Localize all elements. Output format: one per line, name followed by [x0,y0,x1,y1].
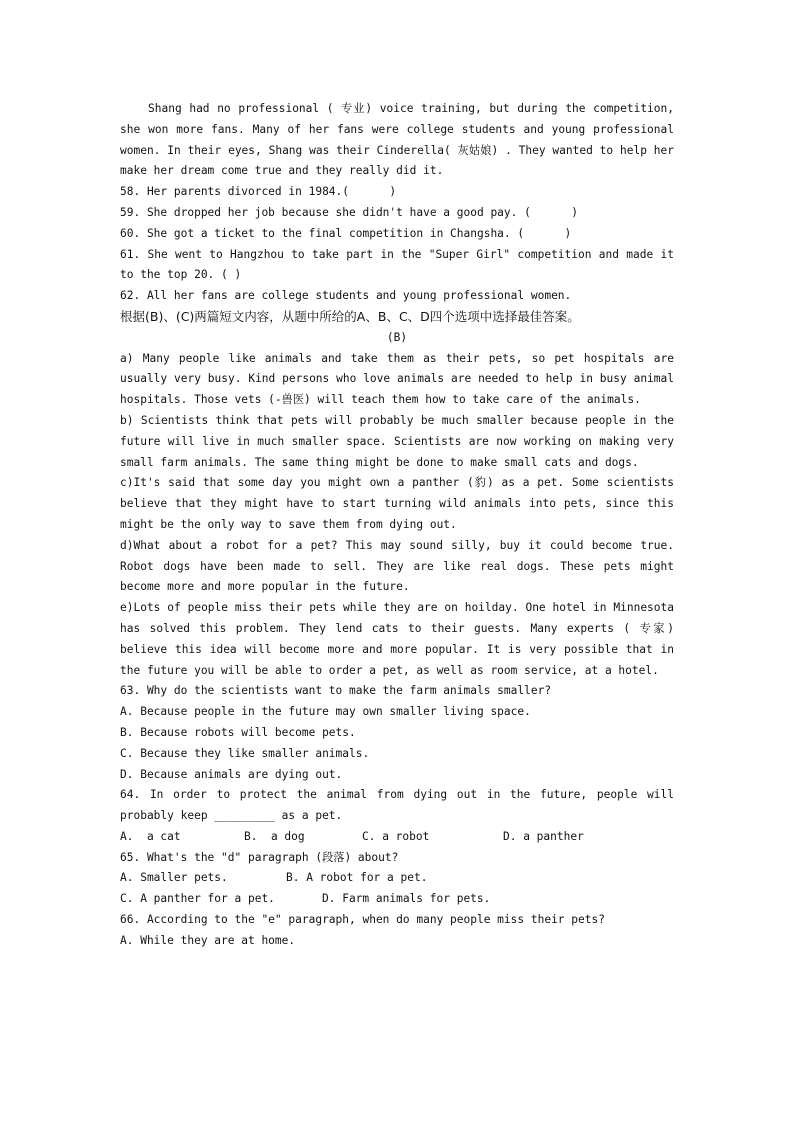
question-63-option-d: D. Because animals are dying out. [120,767,343,781]
question-64 [120,785,674,847]
paragraph-c: c)It's said that some day you might own a panther (豹) as a pet. Some scientists believe that they might have to start turning wild animals into pets, since this might be the only way to save them from dying out. [120,476,674,531]
question-60: 60. She got a ticket to the final competition in Changsha. ( ) [120,226,572,240]
paragraph-a: a) Many people like animals and take them as their pets, so pet hospitals are usually very busy. Kind persons who love animals are needed to help in busy animal hospitals. Those vets (-兽医) will teach them how to take care of the animals. [120,351,674,407]
question-65-option-a: A. Smaller pets. [120,871,228,885]
question-58: 58. Her parents divorced in 1984.( ) [120,185,397,199]
paragraph-e: e)Lots of people miss their pets while they are on hoilday. One hotel in Minnesota has solved this problem. They lend cats to their guests. Many experts ( 专家) believe this idea will become more and more popular. It is very possible that in the future you will be able to order a pet, as well as room service, at a hotel. [120,601,674,677]
question-66-option-a: A. While they are at home. [120,933,296,947]
question-63-stem: 63. Why do the scientists want to make the farm animals smaller? [120,684,552,698]
question-65-option-d: D. Farm animals for pets. [322,892,491,906]
question-63-option-c: C. Because they like smaller animals. [120,746,370,760]
question-63 [120,681,674,785]
question-61: 61. She went to Hangzhou to take part in the "Super Girl" competition and made it to the top 20. ( ) [120,247,674,282]
question-66-stem: 66. According to the "e" paragraph, when do many people miss their pets? [120,913,605,927]
question-65-stem: 65. What's the "d" paragraph (段落) about? [120,850,399,864]
question-59: 59. She dropped her job because she didn't have a good pay. ( ) [120,205,579,219]
question-64-option-b: B. a dog [244,829,305,843]
section-instruction: 根据(B)、(C)两篇短文内容，从题中所给的A、B、C、D四个选项中选择最佳答案。 [120,308,580,324]
question-64-options [120,827,674,848]
question-65-option-b: B. A robot for a pet. [286,871,428,885]
question-65-options-row-2 [120,889,674,910]
question-65-options-row-1 [120,868,674,889]
question-65 [120,848,674,910]
question-64-option-c: C. a robot [362,829,430,843]
question-66 [120,910,674,952]
question-64-option-d: D. a panther [503,829,584,843]
question-62: 62. All her fans are college students and young professional women. [120,289,572,303]
question-64-option-a: A. a cat [120,829,181,843]
question-64-stem: 64. In order to protect the animal from dying out in the future, people will probably keep _________ as a pet. [120,788,674,823]
section-b-label: (B) [386,330,408,344]
question-65-option-c: C. A panther for a pet. [120,892,275,906]
true-false-questions [120,182,674,307]
question-63-option-a: A. Because people in the future may own smaller living space. [120,705,531,719]
passage-a-ending: Shang had no professional ( 专业) voice training, but during the competition, she won more fans. Many of her fans were college students and young professional women. In their eyes, Shang was their Cinderella( 灰姑娘) . They wanted to help her make her dream come true and they really did it. [120,102,674,178]
question-63-option-b: B. Because robots will become pets. [120,725,356,739]
paragraph-d: d)What about a robot for a pet? This may sound silly, buy it could become true. Robot dogs have been made to sell. They are like real dogs. These pets might become more and more popular in the future. [120,538,674,594]
passage-b [120,349,674,682]
document-page [120,99,674,952]
paragraph-b: b) Scientists think that pets will probably be much smaller because people in the future will live in much smaller space. Scientists are now working on making very small farm animals. The same thing might be done to make small cats and dogs. [120,413,674,469]
